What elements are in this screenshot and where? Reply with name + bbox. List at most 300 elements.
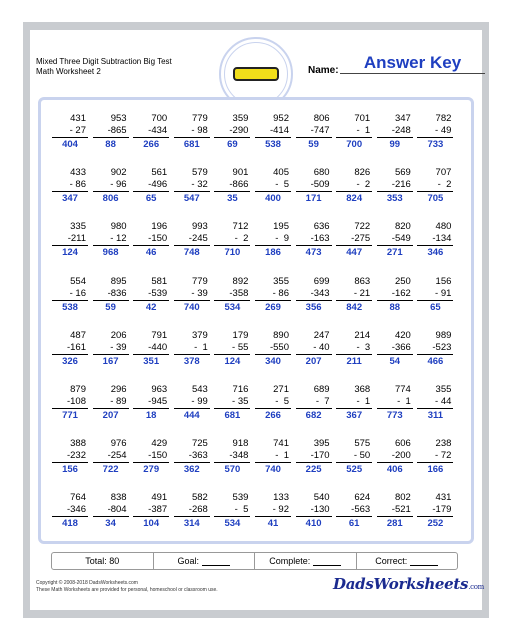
minuend: 952 <box>273 113 289 124</box>
subtraction-problem <box>52 492 88 530</box>
minuend: 195 <box>273 221 289 233</box>
minuend: 918 <box>232 438 249 450</box>
minuend: 429 <box>151 438 168 450</box>
subtraction-problem <box>417 384 453 422</box>
subtrahend: - 1 <box>336 125 372 138</box>
subtraction-problem <box>214 167 250 205</box>
subtraction-problem <box>174 330 210 368</box>
subtraction-problem <box>174 167 210 205</box>
subtrahend: -108 <box>52 396 88 409</box>
subtrahend: - 1 <box>377 396 413 409</box>
minuend: 579 <box>191 167 208 179</box>
subtraction-problem <box>336 113 372 151</box>
copyright-line-2: These Math Worksheets are provided for personal, homeschool or classroom use. <box>36 587 218 593</box>
minuend: 540 <box>313 492 330 504</box>
subtrahend: - 99 <box>174 396 210 409</box>
subtrahend: -550 <box>255 342 291 355</box>
subtraction-problem <box>214 438 250 476</box>
total-cell <box>52 553 154 569</box>
answer: 279 <box>143 464 160 476</box>
minuend: 491 <box>151 492 168 504</box>
answer: 326 <box>62 355 78 367</box>
minuend: 716 <box>232 384 249 395</box>
subtrahend: - 2 <box>336 179 372 192</box>
answer: 225 <box>305 464 322 476</box>
minuend: 689 <box>313 384 330 395</box>
answer: 311 <box>427 410 444 421</box>
subtraction-problem <box>417 113 453 151</box>
minuend: 993 <box>191 221 208 233</box>
answer: 700 <box>346 139 363 150</box>
subtrahend: -150 <box>133 233 169 246</box>
minuend: 575 <box>354 438 371 450</box>
answer: 266 <box>265 410 281 421</box>
answer: 547 <box>183 193 200 205</box>
subtrahend: -179 <box>417 504 453 517</box>
logo-suffix: .com <box>468 583 485 591</box>
minuend: 395 <box>313 438 330 450</box>
answer: 842 <box>346 301 363 313</box>
answer: 400 <box>265 193 281 205</box>
subtraction-problem <box>174 492 210 530</box>
subtrahend: -163 <box>296 233 332 246</box>
subtrahend: - 39 <box>93 342 129 355</box>
subtrahend: - 86 <box>52 179 88 192</box>
answer: 269 <box>265 301 281 313</box>
answer: 88 <box>105 139 116 150</box>
subtrahend: -161 <box>52 342 88 355</box>
subtrahend: - 1 <box>174 342 210 355</box>
subtrahend: - 9 <box>255 233 291 246</box>
subtrahend: -290 <box>214 125 250 138</box>
subtrahend: -366 <box>377 342 413 355</box>
subtraction-problem <box>255 492 291 530</box>
subtrahend: -150 <box>133 450 169 463</box>
answer: 252 <box>427 518 444 530</box>
minuend: 791 <box>151 329 168 341</box>
subtraction-problem <box>336 438 372 476</box>
minuend: 963 <box>151 384 168 395</box>
answer: 340 <box>265 355 281 367</box>
subtrahend: - 27 <box>52 125 88 138</box>
subtrahend: -216 <box>377 179 413 192</box>
answer: 207 <box>305 355 322 367</box>
subtrahend: -509 <box>296 179 332 192</box>
subtrahend: -200 <box>377 450 413 463</box>
answer: 171 <box>305 193 322 205</box>
subtrahend: - 98 <box>174 125 210 138</box>
minuend: 431 <box>435 492 452 504</box>
subtraction-problem <box>417 492 453 530</box>
minuend: 699 <box>313 275 330 287</box>
subtraction-problem <box>214 276 250 314</box>
answer: 681 <box>183 139 200 150</box>
minuend: 133 <box>273 492 289 504</box>
answer: 534 <box>224 301 241 313</box>
minuend: 820 <box>394 221 411 233</box>
subtrahend: -804 <box>93 504 129 517</box>
minuend: 431 <box>70 113 86 124</box>
subtraction-problem <box>93 113 129 151</box>
answer: 748 <box>183 247 200 259</box>
subtrahend: - 12 <box>93 233 129 246</box>
subtraction-problem <box>255 113 291 151</box>
answer: 378 <box>183 355 200 367</box>
subtraction-problem <box>133 492 169 530</box>
subtraction-problem <box>296 492 332 530</box>
subtraction-problem <box>377 438 413 476</box>
worksheet-title <box>36 57 172 77</box>
answer: 444 <box>183 410 200 421</box>
subtrahend: - 72 <box>417 450 453 463</box>
minuend: 156 <box>435 275 452 287</box>
subtraction-problem <box>336 384 372 422</box>
minuend: 976 <box>110 438 127 450</box>
answer: 740 <box>265 464 281 476</box>
subtrahend: -232 <box>52 450 88 463</box>
subtraction-problem <box>296 330 332 368</box>
minuend: 433 <box>70 167 86 179</box>
minuend: 368 <box>354 384 371 395</box>
answer: 968 <box>102 247 119 259</box>
subtraction-problem <box>174 276 210 314</box>
answer: 346 <box>427 247 444 259</box>
subtraction-problem <box>214 384 250 422</box>
minuend: 487 <box>70 329 86 341</box>
subtraction-problem <box>133 221 169 259</box>
subtraction-problem <box>255 438 291 476</box>
goal-label: Goal: <box>177 556 199 566</box>
answer: 65 <box>145 193 157 205</box>
subtraction-problem <box>52 113 88 151</box>
answer: 356 <box>305 301 322 313</box>
subtraction-problem <box>133 438 169 476</box>
answer: 35 <box>227 193 238 205</box>
subtrahend: -348 <box>214 450 250 463</box>
answer: 65 <box>430 301 441 313</box>
minuend: 247 <box>313 329 330 341</box>
subtraction-problem <box>377 276 413 314</box>
dadsworksheets-logo <box>333 575 484 593</box>
answer: 124 <box>62 247 78 259</box>
subtrahend: -747 <box>296 125 332 138</box>
subtraction-problem <box>377 330 413 368</box>
answer: 207 <box>102 410 119 421</box>
subtrahend: -865 <box>93 125 129 138</box>
answer: 367 <box>346 410 363 421</box>
answer: 538 <box>62 301 78 313</box>
minuend: 741 <box>273 438 289 450</box>
score-bar <box>51 552 458 570</box>
subtraction-problem <box>52 221 88 259</box>
subtraction-problem <box>52 384 88 422</box>
subtrahend: -539 <box>133 288 169 301</box>
subtrahend: - 96 <box>93 179 129 192</box>
answer: 59 <box>105 301 116 313</box>
subtrahend: - 86 <box>255 288 291 301</box>
problems-panel <box>38 97 474 544</box>
subtrahend: -440 <box>133 342 169 355</box>
subtrahend: - 89 <box>93 396 129 409</box>
complete-label: Complete: <box>269 556 311 566</box>
answer: 406 <box>386 464 403 476</box>
subtraction-problem <box>296 113 332 151</box>
subtraction-problem <box>174 384 210 422</box>
subtraction-problem <box>255 221 291 259</box>
minuend: 901 <box>232 167 249 179</box>
minuend: 379 <box>191 329 208 341</box>
subtraction-problem <box>255 330 291 368</box>
subtrahend: - 2 <box>417 179 453 192</box>
minuend: 953 <box>110 113 127 124</box>
subtraction-problem <box>52 438 88 476</box>
subtrahend: - 5 <box>255 179 291 192</box>
logo-text: DadsWorksheets <box>333 575 469 593</box>
answer: 42 <box>145 301 157 313</box>
minuend: 196 <box>151 221 168 233</box>
subtrahend: -130 <box>296 504 332 517</box>
subtrahend: -866 <box>214 179 250 192</box>
minuend: 206 <box>110 329 127 341</box>
answer: 473 <box>305 247 322 259</box>
subtraction-problem <box>417 438 453 476</box>
subtraction-problem <box>214 113 250 151</box>
answer: 525 <box>346 464 363 476</box>
minuend: 347 <box>394 113 411 124</box>
subtraction-problem <box>255 276 291 314</box>
minuend: 405 <box>273 167 289 179</box>
answer: 88 <box>389 301 401 313</box>
subtrahend: -414 <box>255 125 291 138</box>
subtraction-problem <box>93 330 129 368</box>
subtraction-problem <box>93 384 129 422</box>
subtrahend: -170 <box>296 450 332 463</box>
subtraction-problem <box>296 438 332 476</box>
answer: 740 <box>183 301 200 313</box>
subtraction-problem <box>417 167 453 205</box>
title-line-2: Math Worksheet 2 <box>36 67 101 76</box>
answer: 353 <box>386 193 403 205</box>
minuend: 892 <box>232 275 249 287</box>
subtraction-problem <box>377 167 413 205</box>
minuend: 359 <box>232 113 249 124</box>
subtraction-problem <box>174 221 210 259</box>
answer: 404 <box>62 139 78 150</box>
minuend: 480 <box>435 221 452 233</box>
answer: 186 <box>265 247 281 259</box>
subtrahend: - 1 <box>336 396 372 409</box>
minuend: 838 <box>110 492 127 504</box>
answer: 266 <box>143 139 160 150</box>
minuend: 624 <box>354 492 371 504</box>
subtraction-problem <box>133 330 169 368</box>
subtraction-problem <box>133 276 169 314</box>
subtrahend: -358 <box>214 288 250 301</box>
subtrahend: -211 <box>52 233 88 246</box>
answer: 69 <box>227 139 238 150</box>
minuend: 779 <box>191 275 208 287</box>
subtraction-problem <box>336 167 372 205</box>
minuend: 722 <box>354 221 371 233</box>
answer: 41 <box>267 518 279 530</box>
title-line-1: Mixed Three Digit Subtraction Big Test <box>36 57 172 66</box>
subtraction-problem <box>296 276 332 314</box>
subtrahend: - 5 <box>255 396 291 409</box>
minuend: 774 <box>394 384 411 395</box>
subtraction-problem <box>377 492 413 530</box>
minuend: 543 <box>191 384 208 395</box>
answer: 538 <box>265 139 281 150</box>
subtrahend: -434 <box>133 125 169 138</box>
answer: 156 <box>62 464 78 476</box>
minuend: 250 <box>394 275 411 287</box>
correct-blank <box>410 557 438 566</box>
answer: 54 <box>389 355 401 367</box>
subtrahend: -563 <box>336 504 372 517</box>
minuend: 725 <box>191 438 208 450</box>
subtraction-problem <box>214 492 250 530</box>
answer: 99 <box>389 139 401 150</box>
answer: 773 <box>386 410 403 421</box>
subtrahend: -254 <box>93 450 129 463</box>
answer: 104 <box>143 518 160 530</box>
answer: 351 <box>143 355 160 367</box>
answer: 681 <box>224 410 241 421</box>
answer: 771 <box>62 410 78 421</box>
minuend: 636 <box>313 221 330 233</box>
answer: 733 <box>427 139 444 150</box>
answer: 314 <box>183 518 200 530</box>
minuend: 420 <box>394 329 411 341</box>
answer: 362 <box>183 464 200 476</box>
answer: 18 <box>145 410 157 421</box>
subtraction-problem <box>336 276 372 314</box>
minuend: 863 <box>354 275 371 287</box>
name-line <box>340 73 485 74</box>
subtraction-problem <box>174 113 210 151</box>
minuend: 989 <box>435 329 452 341</box>
answer: 705 <box>427 193 444 205</box>
subtrahend: - 55 <box>214 342 250 355</box>
subtraction-problem <box>417 330 453 368</box>
minuend: 680 <box>313 167 330 179</box>
answer: 46 <box>145 247 157 259</box>
minuend: 879 <box>70 384 86 395</box>
minuend: 539 <box>232 492 249 504</box>
subtrahend: - 49 <box>417 125 453 138</box>
correct-cell <box>357 553 458 569</box>
subtraction-problem <box>133 384 169 422</box>
subtrahend: - 32 <box>174 179 210 192</box>
answer: 124 <box>224 355 241 367</box>
minuend: 806 <box>313 113 330 124</box>
goal-cell <box>154 553 256 569</box>
subtraction-problem <box>296 167 332 205</box>
subtraction-problem <box>255 384 291 422</box>
complete-blank <box>313 557 341 566</box>
subtrahend: -521 <box>377 504 413 517</box>
answer: 682 <box>305 410 322 421</box>
answer: 722 <box>102 464 119 476</box>
subtrahend: - 44 <box>417 396 453 409</box>
subtrahend: - 35 <box>214 396 250 409</box>
minuend: 782 <box>435 113 452 124</box>
minuend: 980 <box>110 221 127 233</box>
answer: 710 <box>224 247 241 259</box>
subtraction-problem <box>93 167 129 205</box>
minuend: 779 <box>191 113 208 124</box>
subtrahend: - 39 <box>174 288 210 301</box>
subtraction-problem <box>52 167 88 205</box>
subtraction-problem <box>93 438 129 476</box>
subtrahend: -549 <box>377 233 413 246</box>
minuend: 296 <box>110 384 127 395</box>
subtrahend: - 5 <box>214 504 250 517</box>
minuend: 902 <box>110 167 127 179</box>
minuend: 895 <box>110 275 127 287</box>
subtrahend: -945 <box>133 396 169 409</box>
subtraction-problem <box>336 221 372 259</box>
subtrahend: - 92 <box>255 504 291 517</box>
complete-cell <box>255 553 357 569</box>
answer: 34 <box>105 518 116 530</box>
answer: 466 <box>427 355 444 367</box>
subtrahend: -248 <box>377 125 413 138</box>
answer: 418 <box>62 518 78 530</box>
minuend: 890 <box>273 329 289 341</box>
subtraction-problem <box>133 113 169 151</box>
answer: 410 <box>305 518 322 530</box>
minuend: 826 <box>354 167 371 179</box>
answer: 570 <box>224 464 241 476</box>
minuend: 581 <box>151 275 168 287</box>
subtrahend: - 2 <box>214 233 250 246</box>
answer: 347 <box>62 193 78 205</box>
subtraction-problem <box>93 492 129 530</box>
answer: 166 <box>427 464 444 476</box>
answer: 167 <box>102 355 119 367</box>
subtrahend: -387 <box>133 504 169 517</box>
minuend: 388 <box>70 438 86 450</box>
subtraction-problem <box>93 276 129 314</box>
minuend: 335 <box>70 221 86 233</box>
subtrahend: - 16 <box>52 288 88 301</box>
subtrahend: -268 <box>174 504 210 517</box>
subtrahend: -245 <box>174 233 210 246</box>
subtrahend: -363 <box>174 450 210 463</box>
minuend: 271 <box>273 384 289 395</box>
subtrahend: -346 <box>52 504 88 517</box>
subtraction-problem <box>214 330 250 368</box>
subtrahend: -836 <box>93 288 129 301</box>
subtraction-problem <box>296 221 332 259</box>
minuend: 707 <box>435 167 452 179</box>
copyright-notice <box>36 580 218 594</box>
subtraction-problem <box>255 167 291 205</box>
subtraction-problem <box>417 276 453 314</box>
eraser-icon <box>233 67 279 81</box>
subtrahend: - 40 <box>296 342 332 355</box>
minuend: 712 <box>232 221 249 233</box>
subtraction-problem <box>52 276 88 314</box>
subtrahend: -343 <box>296 288 332 301</box>
minuend: 561 <box>151 167 168 179</box>
subtrahend: - 91 <box>417 288 453 301</box>
total-label: Total: 80 <box>85 556 120 566</box>
subtrahend: - 21 <box>336 288 372 301</box>
subtrahend: -134 <box>417 233 453 246</box>
answer: 534 <box>224 518 241 530</box>
